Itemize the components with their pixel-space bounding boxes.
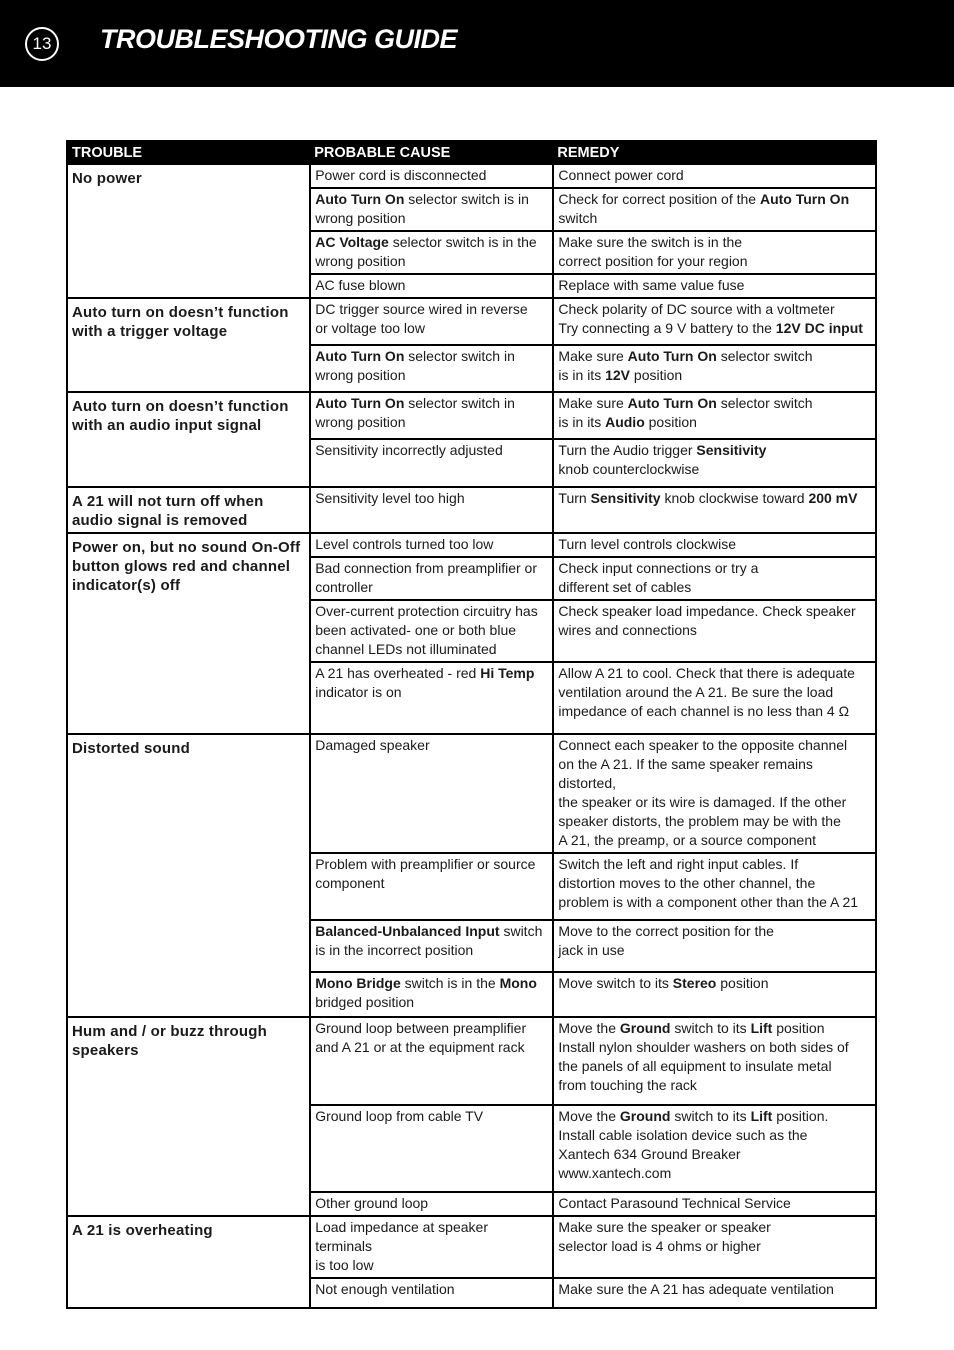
remedy-cell: Make sure the speaker or speaker selector load is 4 ohms or higher bbox=[553, 1216, 876, 1278]
trouble-cell: Distorted sound bbox=[67, 734, 310, 1017]
cause-cell: Damaged speaker bbox=[310, 734, 553, 853]
page-number: 13 bbox=[25, 27, 59, 61]
cause-cell: Mono Bridge switch is in the Mono bridged position bbox=[310, 972, 553, 1017]
remedy-cell: Connect each speaker to the opposite channel on the A 21. If the same speaker remains distorted, the speaker or its wire is damaged. If the other speaker distorts, the problem may be with the A 21, the preamp, or a source component bbox=[553, 734, 876, 853]
remedy-cell: Move to the correct position for the jack in use bbox=[553, 920, 876, 972]
trouble-cell: A 21 will not turn off when audio signal is removed bbox=[67, 487, 310, 533]
trouble-cell: Auto turn on doesn’t function with an audio input signal bbox=[67, 392, 310, 487]
table-row bbox=[67, 392, 876, 439]
cause-cell: Over-current protection circuitry has been activated- one or both blue channel LEDs not illuminated bbox=[310, 600, 553, 662]
cause-cell: DC trigger source wired in reverse or voltage too low bbox=[310, 298, 553, 345]
trouble-cell: Power on, but no sound On-Off button glows red and channel indicator(s) off bbox=[67, 533, 310, 734]
remedy-cell: Move switch to its Stereo position bbox=[553, 972, 876, 1017]
cause-cell: Auto Turn On selector switch in wrong position bbox=[310, 345, 553, 392]
cause-cell: A 21 has overheated - red Hi Temp indicator is on bbox=[310, 662, 553, 734]
cause-cell: Problem with preamplifier or source component bbox=[310, 853, 553, 920]
remedy-cell: Make sure Auto Turn On selector switch is in its 12V position bbox=[553, 345, 876, 392]
remedy-cell: Make sure Auto Turn On selector switch is in its Audio position bbox=[553, 392, 876, 439]
cause-cell: Auto Turn On selector switch is in wrong position bbox=[310, 188, 553, 231]
remedy-cell: Turn Sensitivity knob clockwise toward 200 mV bbox=[553, 487, 876, 533]
remedy-cell: Check for correct position of the Auto Turn On switch bbox=[553, 188, 876, 231]
cause-cell: Sensitivity level too high bbox=[310, 487, 553, 533]
remedy-cell: Contact Parasound Technical Service bbox=[553, 1192, 876, 1216]
troubleshooting-table bbox=[66, 140, 877, 1309]
remedy-cell: Check speaker load impedance. Check speaker wires and connections bbox=[553, 600, 876, 662]
cause-cell: Auto Turn On selector switch in wrong position bbox=[310, 392, 553, 439]
page-header bbox=[0, 0, 954, 87]
cause-cell: Ground loop from cable TV bbox=[310, 1105, 553, 1192]
cause-cell: Level controls turned too low bbox=[310, 533, 553, 557]
header-remedy: REMEDY bbox=[553, 141, 876, 164]
cause-cell: Other ground loop bbox=[310, 1192, 553, 1216]
header-trouble: TROUBLE bbox=[67, 141, 310, 164]
remedy-cell: Turn the Audio trigger Sensitivity knob counterclockwise bbox=[553, 439, 876, 487]
remedy-cell: Replace with same value fuse bbox=[553, 274, 876, 298]
remedy-cell: Switch the left and right input cables. If distortion moves to the other channel, the problem is with a component other than the A 21 bbox=[553, 853, 876, 920]
table-row bbox=[67, 1017, 876, 1105]
remedy-cell: Check polarity of DC source with a voltmeter Try connecting a 9 V battery to the 12V DC input bbox=[553, 298, 876, 345]
remedy-cell: Check input connections or try a different set of cables bbox=[553, 557, 876, 600]
remedy-cell: Move the Ground switch to its Lift position Install nylon shoulder washers on both sides of the panels of all equipment to insulate metal from touching the rack bbox=[553, 1017, 876, 1105]
table-body bbox=[67, 164, 876, 1308]
cause-cell: AC fuse blown bbox=[310, 274, 553, 298]
remedy-cell: Move the Ground switch to its Lift position. Install cable isolation device such as the Xantech 634 Ground Breaker www.xantech.com bbox=[553, 1105, 876, 1192]
cause-cell: Sensitivity incorrectly adjusted bbox=[310, 439, 553, 487]
remedy-cell: Turn level controls clockwise bbox=[553, 533, 876, 557]
table-header-row bbox=[67, 141, 876, 164]
page-title: TROUBLESHOOTING GUIDE bbox=[100, 24, 458, 54]
header-probable-cause: PROBABLE CAUSE bbox=[310, 141, 553, 164]
remedy-cell: Connect power cord bbox=[553, 164, 876, 188]
trouble-cell: A 21 is overheating bbox=[67, 1216, 310, 1308]
remedy-cell: Make sure the A 21 has adequate ventilation bbox=[553, 1278, 876, 1308]
table-row bbox=[67, 298, 876, 345]
table-row bbox=[67, 1216, 876, 1278]
trouble-cell: Hum and / or buzz through speakers bbox=[67, 1017, 310, 1216]
table-row bbox=[67, 533, 876, 557]
table-row bbox=[67, 487, 876, 533]
cause-cell: Ground loop between preamplifier and A 21 or at the equipment rack bbox=[310, 1017, 553, 1105]
cause-cell: Not enough ventilation bbox=[310, 1278, 553, 1308]
trouble-cell: No power bbox=[67, 164, 310, 298]
cause-cell: Power cord is disconnected bbox=[310, 164, 553, 188]
cause-cell: Bad connection from preamplifier or controller bbox=[310, 557, 553, 600]
remedy-cell: Allow A 21 to cool. Check that there is adequate ventilation around the A 21. Be sure the load impedance of each channel is no less than 4 Ω bbox=[553, 662, 876, 734]
remedy-cell: Make sure the switch is in the correct position for your region bbox=[553, 231, 876, 274]
table-row bbox=[67, 164, 876, 188]
trouble-cell: Auto turn on doesn’t function with a trigger voltage bbox=[67, 298, 310, 392]
cause-cell: Balanced-Unbalanced Input switch is in the incorrect position bbox=[310, 920, 553, 972]
cause-cell: Load impedance at speaker terminals is too low bbox=[310, 1216, 553, 1278]
table-row bbox=[67, 734, 876, 853]
cause-cell: AC Voltage selector switch is in the wrong position bbox=[310, 231, 553, 274]
